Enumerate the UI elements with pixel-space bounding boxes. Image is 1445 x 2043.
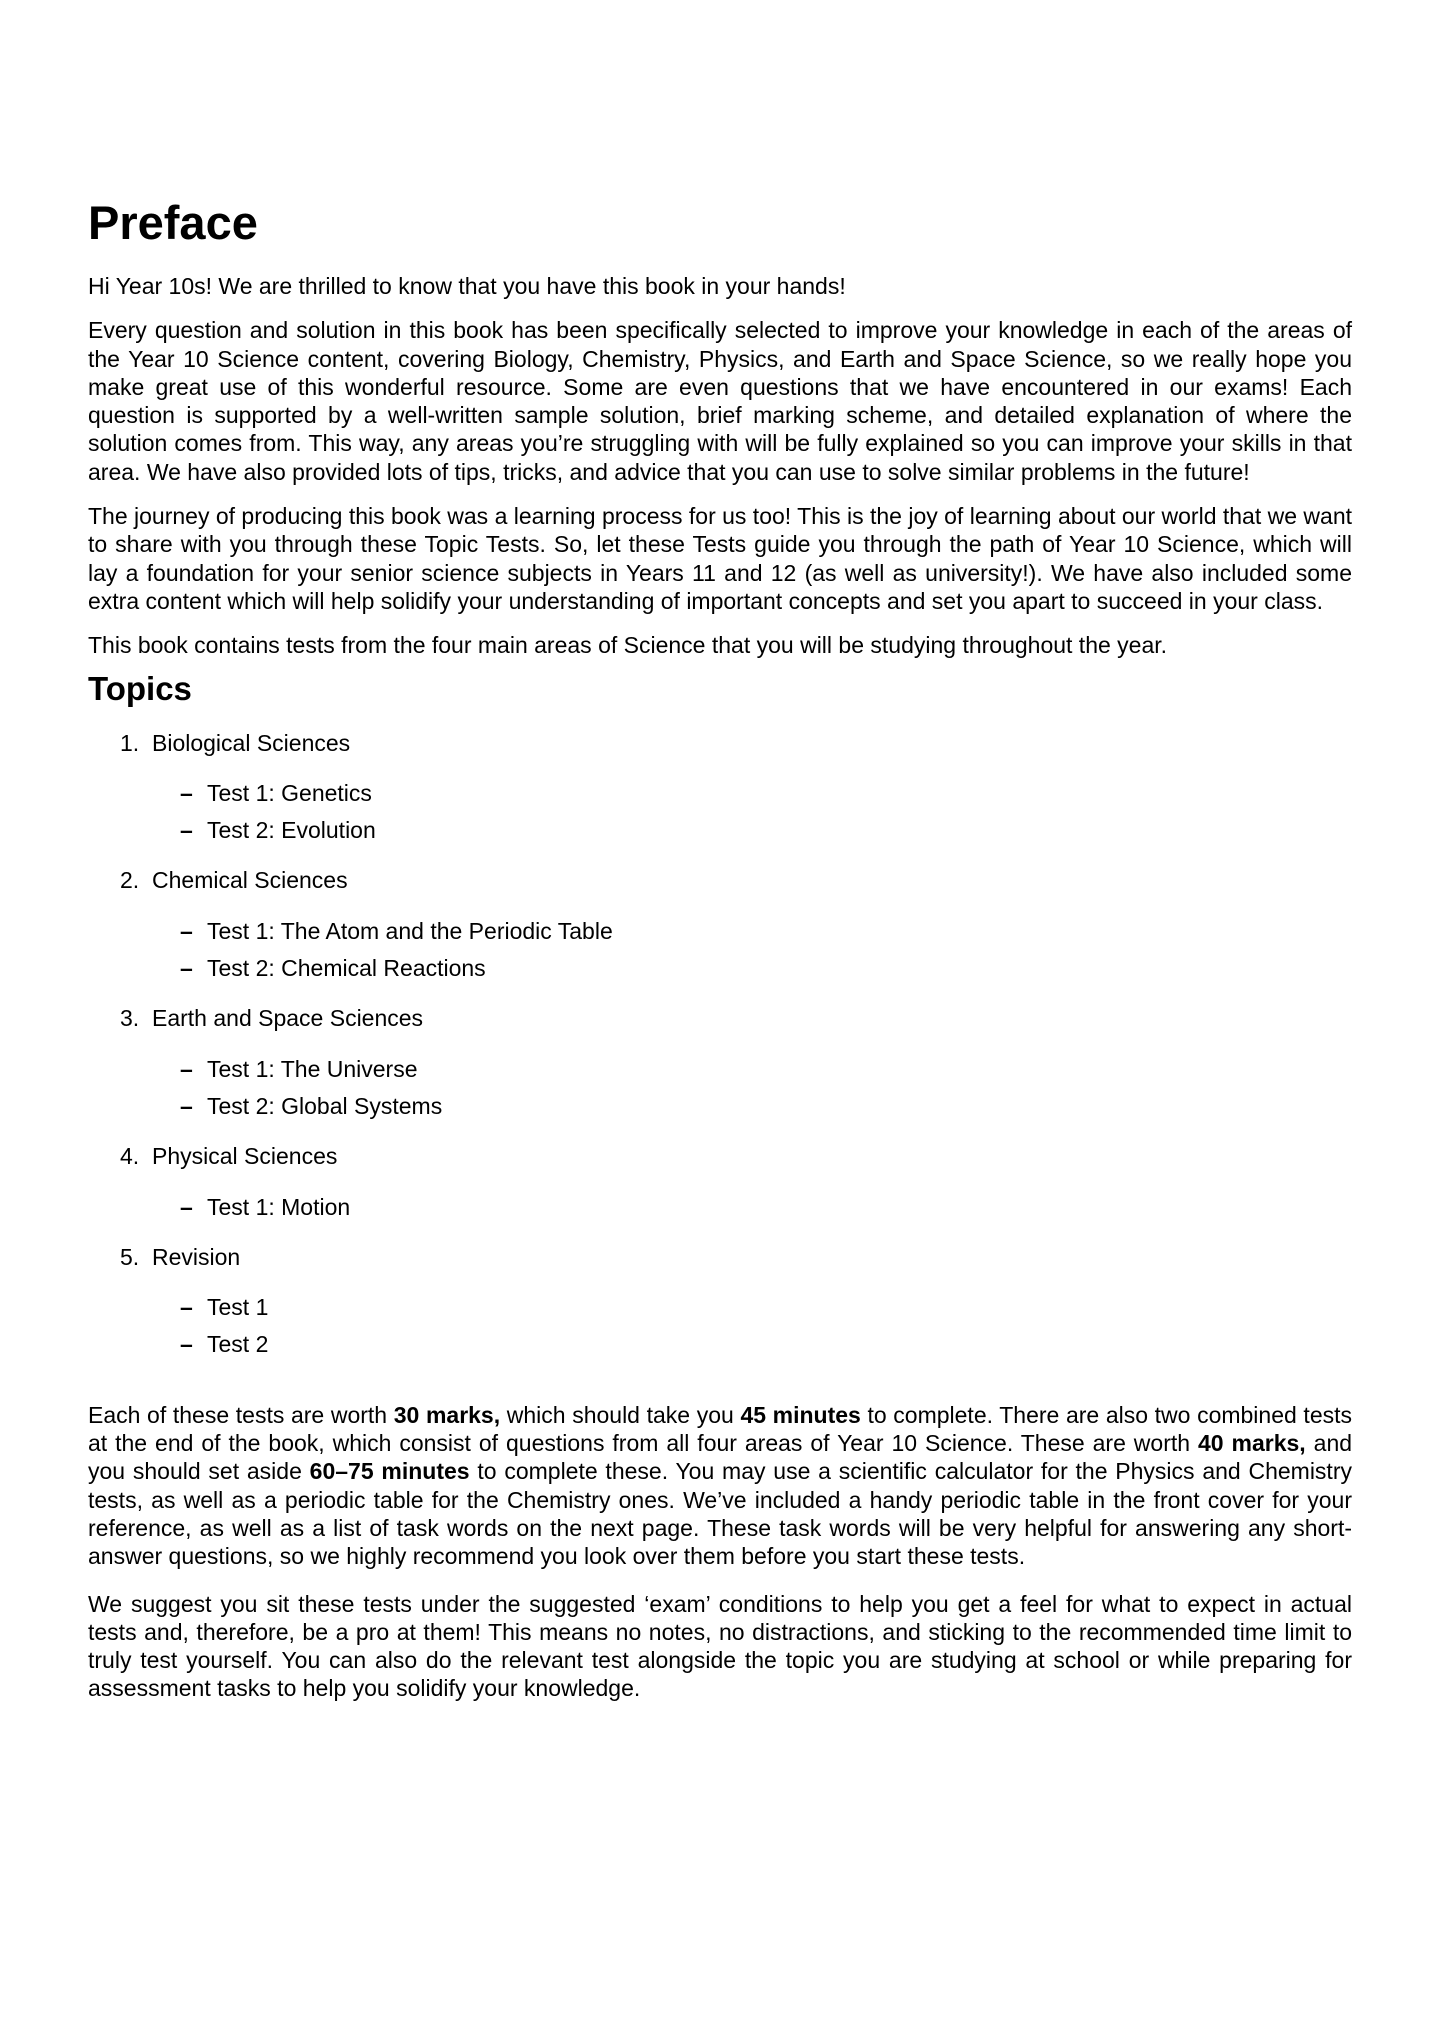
test-label: Test 2: [207, 1331, 269, 1358]
dash-marker: –: [180, 779, 193, 806]
test-label: Test 1: Genetics: [207, 779, 372, 806]
test-item: [180, 1055, 1352, 1083]
dash-marker: –: [180, 955, 193, 982]
text-run: We suggest you sit these tests under the suggested ‘exam’ conditions to help you get a feel for what to expect in actual tests and, therefore, be a pro at them! This means no notes, no distractions, and sticking to the recommended time limit to truly test yourself. You can also do the relevant test alongside the topic you are studying at school or while preparing for assessment tasks to help you solidify your knowledge.: [88, 1590, 1352, 1702]
page-title: Preface: [88, 196, 258, 249]
text-run: Hi Year 10s! We are thrilled to know that you have this book in your hands!: [88, 273, 846, 299]
text-run: to complete these. You may use a scientific calculator for the Physics and Chemistry tests, as well as a periodic table for the Chemistry ones. We’ve included a handy periodic table in the front cover for your reference, as well as a list of task words on the next page. These task words will be very helpful for answering any short-answer questions, so we highly recommend you look over them before you start these tests.: [88, 1458, 1352, 1570]
paragraph: [88, 272, 1352, 300]
item-number: 1.: [120, 729, 140, 756]
paragraph: [88, 1401, 1352, 1571]
topic-item: [88, 866, 1352, 894]
topic-item: [88, 1142, 1352, 1170]
test-label: Test 2: Evolution: [207, 817, 376, 844]
test-sublist: [180, 1193, 1352, 1221]
test-sublist: [180, 1055, 1352, 1121]
test-label: Test 1: The Universe: [207, 1055, 418, 1082]
test-item: [180, 1293, 1352, 1321]
dash-marker: –: [180, 1331, 193, 1358]
topic-item: [88, 729, 1352, 757]
test-label: Test 2: Global Systems: [207, 1092, 443, 1119]
text-run: 45 minutes: [740, 1401, 861, 1428]
item-number: 5.: [120, 1243, 140, 1270]
test-sublist: [180, 1293, 1352, 1359]
test-item: [180, 917, 1352, 945]
paragraph: [88, 631, 1352, 659]
test-item: [180, 954, 1352, 982]
test-sublist: [180, 779, 1352, 845]
text-run: 30 marks,: [393, 1401, 501, 1428]
test-item: [180, 1092, 1352, 1120]
text-run: Each of these tests are worth: [88, 1401, 394, 1428]
paragraph: [88, 1590, 1352, 1703]
test-sublist: [180, 917, 1352, 983]
text-run: The journey of producing this book was a learning process for us too! This is the joy of learning about our world that we want to share with you through these Topic Tests. So, let these Tests guide you through the path of Year 10 Science, which will lay a foundation for your senior science subjects in Years 11 and 12 (as well as university!). We have also included some extra content which will help solidify your understanding of important concepts and set you apart to succeed in your class.: [88, 503, 1353, 614]
topic-item: [88, 1004, 1352, 1032]
topic-label: Revision: [152, 1243, 241, 1270]
topic-label: Earth and Space Sciences: [152, 1005, 424, 1032]
text-run: which should take you: [500, 1401, 741, 1428]
closing-paragraphs: [88, 1401, 1352, 1703]
topic-label: Chemical Sciences: [152, 867, 348, 894]
dash-marker: –: [180, 1092, 193, 1119]
test-item: [180, 816, 1352, 844]
test-item: [180, 1193, 1352, 1221]
text-run: This book contains tests from the four main areas of Science that you will be studying throughout the year.: [88, 632, 1168, 659]
test-item: [180, 1330, 1352, 1358]
item-number: 4.: [120, 1143, 140, 1170]
dash-marker: –: [180, 1294, 193, 1321]
test-label: Test 1: The Atom and the Periodic Table: [207, 917, 613, 944]
dash-marker: –: [180, 1193, 193, 1220]
text-run: and you should set aside: [88, 1430, 1353, 1485]
topic-item: [88, 1243, 1352, 1271]
topic-label: Biological Sciences: [152, 729, 351, 756]
test-label: Test 1: Motion: [207, 1193, 351, 1220]
test-item: [180, 779, 1352, 807]
topic-label: Physical Sciences: [152, 1143, 338, 1170]
text-run: 40 marks,: [1198, 1430, 1306, 1457]
text-run: 60–75 minutes: [309, 1458, 470, 1485]
dash-marker: –: [180, 817, 193, 844]
text-run: Every question and solution in this book has been specifically selected to improve your knowledge in each of the areas of the Year 10 Science content, covering Biology, Chemistry, Physics, and Earth and Space Science, so we really hope you make great use of this wonderful resource. Some are even questions that we have encountered in our exams! Each question is supported by a well-written sample solution, brief marking scheme, and detailed explanation of where the solution comes from. This way, any areas you’re struggling with will be fully explained so you can improve your skills in that area. We have also provided lots of tips, tricks, and advice that you can use to solve similar problems in the future!: [88, 317, 1352, 485]
intro-paragraphs: [88, 272, 1352, 660]
paragraph: [88, 502, 1352, 615]
item-number: 2.: [120, 867, 140, 894]
dash-marker: –: [180, 917, 193, 944]
dash-marker: –: [180, 1055, 193, 1082]
topics-heading: Topics: [88, 669, 192, 707]
text-run: to complete. There are also two combined tests at the end of the book, which consist of questions from all four areas of Year 10 Science. These are worth: [88, 1401, 1353, 1457]
item-number: 3.: [120, 1005, 140, 1032]
paragraph: [88, 316, 1352, 486]
test-label: Test 1: [207, 1294, 269, 1321]
topics-list: [88, 729, 1352, 1359]
test-label: Test 2: Chemical Reactions: [207, 955, 486, 982]
